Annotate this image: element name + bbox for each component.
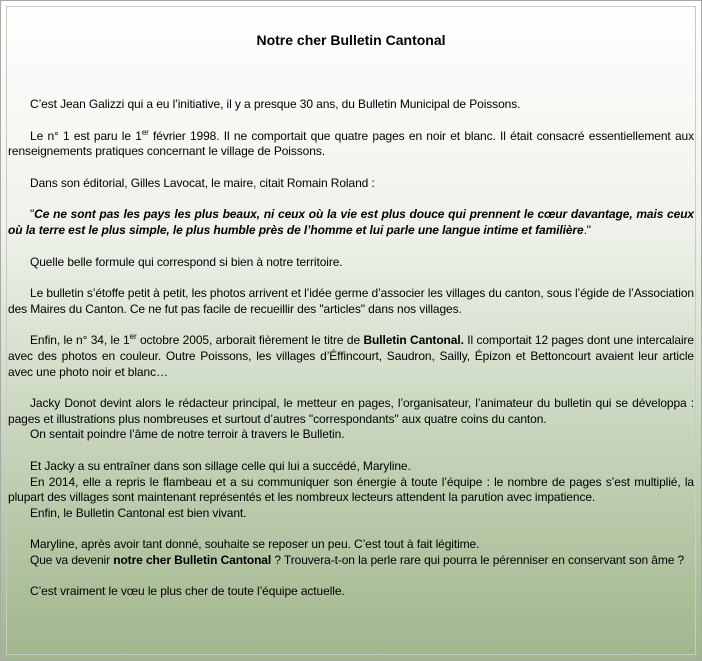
paragraph-formula: Quelle belle formule qui correspond si bien à notre territoire. [30,254,343,269]
article-body [8,97,694,600]
paragraph-issue-34: Enfin, le n° 34, le 1er octobre 2005, arborait fièrement le titre de Bulletin Cantonal. Il comportait 12 pages dont une intercalaire avec des photos en couleur. Outre Poissons, les villages d’Éffincourt, Saudron, Sailly, Épizon et Bettoncourt avaient leur article avec une photo noir et blanc… [8,332,694,379]
paragraph-succession: Et Jacky a su entraîner dans son sillage celle qui lui a succédé, Maryline. [30,458,411,473]
paragraph-origin: C’est Jean Galizzi qui a eu l’initiative, il y a presque 30 ans, du Bulletin Municipal de Poissons. [30,97,521,111]
paragraph-growth: Le bulletin s’étoffe petit à petit, les photos arrivent et l’idée germe d’associer les villages du canton, sous l’égide de l’Association des Maires du Canton. Ce ne fut pas facile de recueillir des "articles" dans nos villages. [8,286,694,316]
paragraph-alive: Enfin, le Bulletin Cantonal est bien vivant. [30,505,247,520]
paragraph-2014: En 2014, elle a repris le flambeau et a su communiquer son énergie à toute l’équipe : le nombre de pages s’est multiplié, la plupart des villages sont maintenant représentés et les nombreux lecteurs attendent la parution avec impatience. [8,474,694,505]
paragraph-quote: "Ce ne sont pas les pays les plus beaux, ni ceux où la vie est plus douce qui prennent le cœur davantage, mais ceux où la terre est le plus simple, le plus humble près de l’homme et lui parle une langue intime et familière." [8,207,694,237]
paragraph-first-issue: Le n° 1 est paru le 1er février 1998. Il ne comportait que quatre pages en noir et blanc. Il était consacré essentiellement aux renseignements pratiques concernant le village de Poissons. [8,127,695,159]
paragraph-future: Que va devenir notre cher Bulletin Cantonal ? Trouvera-t-on la perle rare qui pourra le pérenniser en conservant son âme ? [30,552,685,567]
page-title: Notre cher Bulletin Cantonal [256,32,446,48]
paragraph-wish: C’est vraiment le vœu le plus cher de toute l’équipe actuelle. [30,584,345,599]
paragraph-rest: Maryline, après avoir tant donné, souhaite se reposer un peu. C’est tout à fait légitime. [30,537,480,552]
paragraph-terroir: On sentait poindre l’âme de notre terroir à travers le Bulletin. [30,427,345,442]
paragraph-editorial: Dans son éditorial, Gilles Lavocat, le maire, citait Romain Roland : [30,175,375,190]
paragraph-jacky: Jacky Donot devint alors le rédacteur principal, le metteur en pages, l’organisateur, l’animateur du bulletin qui se développa : pages et illustrations plus nombreuses et surtout d’autres "correspondants" aux quatre coins du canton. [8,396,694,426]
